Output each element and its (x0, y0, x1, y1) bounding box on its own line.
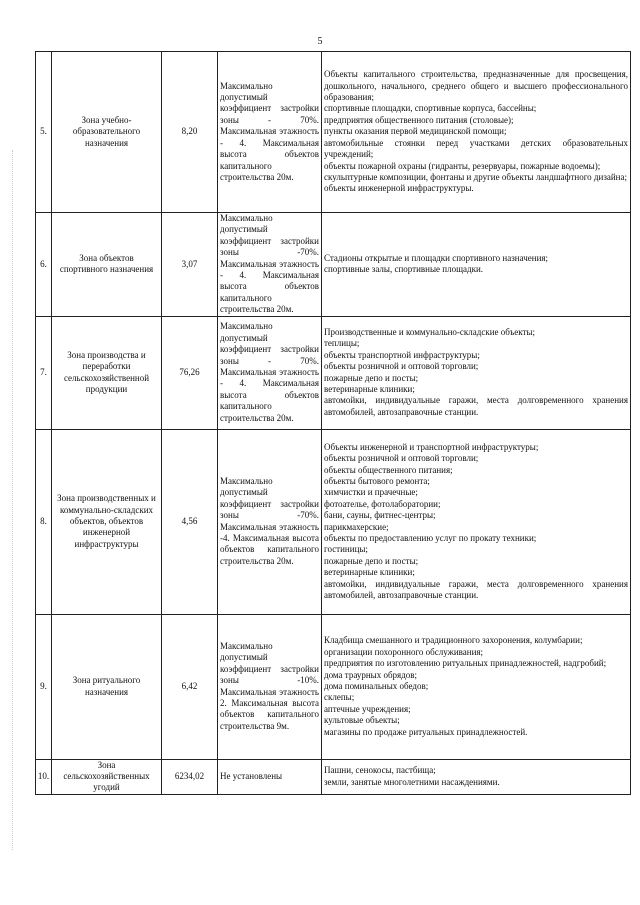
use-item: автомобильные стоянки перед участками детских образовательных учреждений; (324, 137, 628, 160)
use-item: объекты транспортной инфраструктуры; (324, 349, 480, 360)
row-number: 8. (36, 429, 52, 614)
use-item: спортивные площадки, спортивные корпуса, бассейны; (324, 103, 537, 114)
use-item: Производственные и коммунально-складские объекты; (324, 327, 536, 338)
use-item: теплицы; (324, 338, 360, 349)
use-item: скульптурные композиции, фонтаны и другие объекты ландшафтного дизайна; (324, 171, 627, 182)
use-item: культовые объекты; (324, 715, 400, 726)
zone-parameters: Максимально допустимый коэффициент застройки зоны - 70%. Максимальная этажность - 4. Максимальная высота объектов капитального строительства 20м. (218, 316, 322, 429)
use-item: гостиницы; (324, 544, 368, 555)
page-number: 5 (317, 36, 323, 47)
scan-edge (12, 150, 14, 850)
use-item: пункты оказания первой медицинской помощи; (324, 126, 507, 137)
use-item: объекты розничной и оптовой торговли; (324, 453, 479, 464)
permitted-uses (322, 52, 631, 213)
use-item: автомойки, индивидуальные гаражи, места долговременного хранения автомобилей, автозаправочные станции. (324, 395, 628, 417)
use-item: земли, занятые многолетними насаждениями. (324, 776, 500, 787)
use-item: объекты общественного питания; (324, 464, 453, 475)
use-item: пожарные депо и посты; (324, 372, 419, 383)
zone-name: Зона объектов спортивного назначения (52, 213, 162, 317)
use-item: Объекты инженерной и транспортной инфраструктуры; (324, 441, 539, 452)
use-item: аптечные учреждения; (324, 703, 411, 714)
table-row (36, 614, 631, 759)
zone-parameters: Не установлены (218, 759, 322, 794)
use-item: объекты по предоставлению услуг по прокату техники; (324, 533, 537, 544)
use-item: объекты пожарной охраны (гидранты, резервуары, пожарные водоемы); (324, 160, 601, 171)
zone-area: 6234,02 (162, 759, 218, 794)
use-item: пожарные депо и посты; (324, 555, 419, 566)
zone-area: 8,20 (162, 52, 218, 213)
zone-name: Зона учебно-образовательного назначения (52, 52, 162, 213)
zone-name: Зона сельскохозяйственных угодий (52, 759, 162, 794)
table-row (36, 316, 631, 429)
zone-area: 76,26 (162, 316, 218, 429)
row-number: 7. (36, 316, 52, 429)
use-item: объекты бытового ремонта; (324, 476, 430, 487)
use-item: объекты инженерной инфраструктуры. (324, 183, 474, 194)
zone-parameters: Максимально допустимый коэффициент застройки зоны - 70%. Максимальная этажность - 4. Максимальная высота объектов капитального строительства 20м. (218, 52, 322, 213)
use-item: организации похоронного обслуживания; (324, 646, 484, 657)
use-item: склепы; (324, 692, 355, 703)
use-item: дома поминальных обедов; (324, 680, 429, 691)
zones-table (35, 51, 631, 795)
table-row (36, 759, 631, 794)
zone-name: Зона ритуального назначения (52, 614, 162, 759)
zone-area: 6,42 (162, 614, 218, 759)
use-item: ветеринарные клиники; (324, 567, 415, 578)
use-item: предприятия по изготовлению ритуальных принадлежностей, надгробий; (324, 658, 607, 669)
use-item: химчистки и прачечные; (324, 487, 418, 498)
permitted-uses (322, 429, 631, 614)
use-item: ветеринарные клиники; (324, 384, 415, 395)
zone-name: Зона производства и переработки сельскохозяйственной продукции (52, 316, 162, 429)
row-number: 10. (36, 759, 52, 794)
permitted-uses (322, 759, 631, 794)
row-number: 5. (36, 52, 52, 213)
zone-area: 4,56 (162, 429, 218, 614)
use-item: объекты розничной и оптовой торговли; (324, 361, 479, 372)
zone-area: 3,07 (162, 213, 218, 317)
zone-parameters: Максимально допустимый коэффициент застройки зоны -70%. Максимальная этажность - 4. Максимальная высота объектов капитального строительства 20м. (218, 213, 322, 317)
permitted-uses (322, 316, 631, 429)
table-row (36, 52, 631, 213)
table-row (36, 429, 631, 614)
use-item: фотоателье, фотолаборатории; (324, 498, 441, 509)
permitted-uses (322, 614, 631, 759)
zone-parameters: Максимально допустимый коэффициент застройки зоны -10%. Максимальная этажность 2. Максимальная высота объектов капитального строительства 9м. (218, 614, 322, 759)
use-item: парикмахерские; (324, 521, 389, 532)
row-number: 6. (36, 213, 52, 317)
zone-parameters: Максимально допустимый коэффициент застройки зоны -70%. Максимальная этажность -4. Максимальная высота объектов капитального строительства 20м. (218, 429, 322, 614)
use-item: магазины по продаже ритуальных принадлежностей. (324, 726, 528, 737)
row-number: 9. (36, 614, 52, 759)
use-item: спортивные залы, спортивные площадки. (324, 264, 484, 275)
use-item: Кладбища смешанного и традиционного захоронения, колумбарии; (324, 635, 583, 646)
table-row (36, 213, 631, 317)
permitted-uses (322, 213, 631, 317)
use-item: Стадионы открытые и площадки спортивного назначения; (324, 252, 549, 263)
use-item: бани, сауны, фитнес-центры; (324, 510, 436, 521)
use-item: автомойки, индивидуальные гаражи, места долговременного хранения автомобилей, автозаправочные станции. (324, 578, 628, 601)
use-item: дома траурных обрядов; (324, 669, 418, 680)
use-item: предприятия общественного питания (столовые); (324, 114, 514, 125)
use-item: Объекты капитального строительства, предназначенные для просвещения, дошкольного, начального, среднего общего и высшего профессионального образования; (324, 69, 628, 103)
use-item: Пашни, сенокосы, пастбища; (324, 765, 436, 776)
zone-name: Зона производственных и коммунально-складских объектов, объектов инженерной инфраструктуры (52, 429, 162, 614)
